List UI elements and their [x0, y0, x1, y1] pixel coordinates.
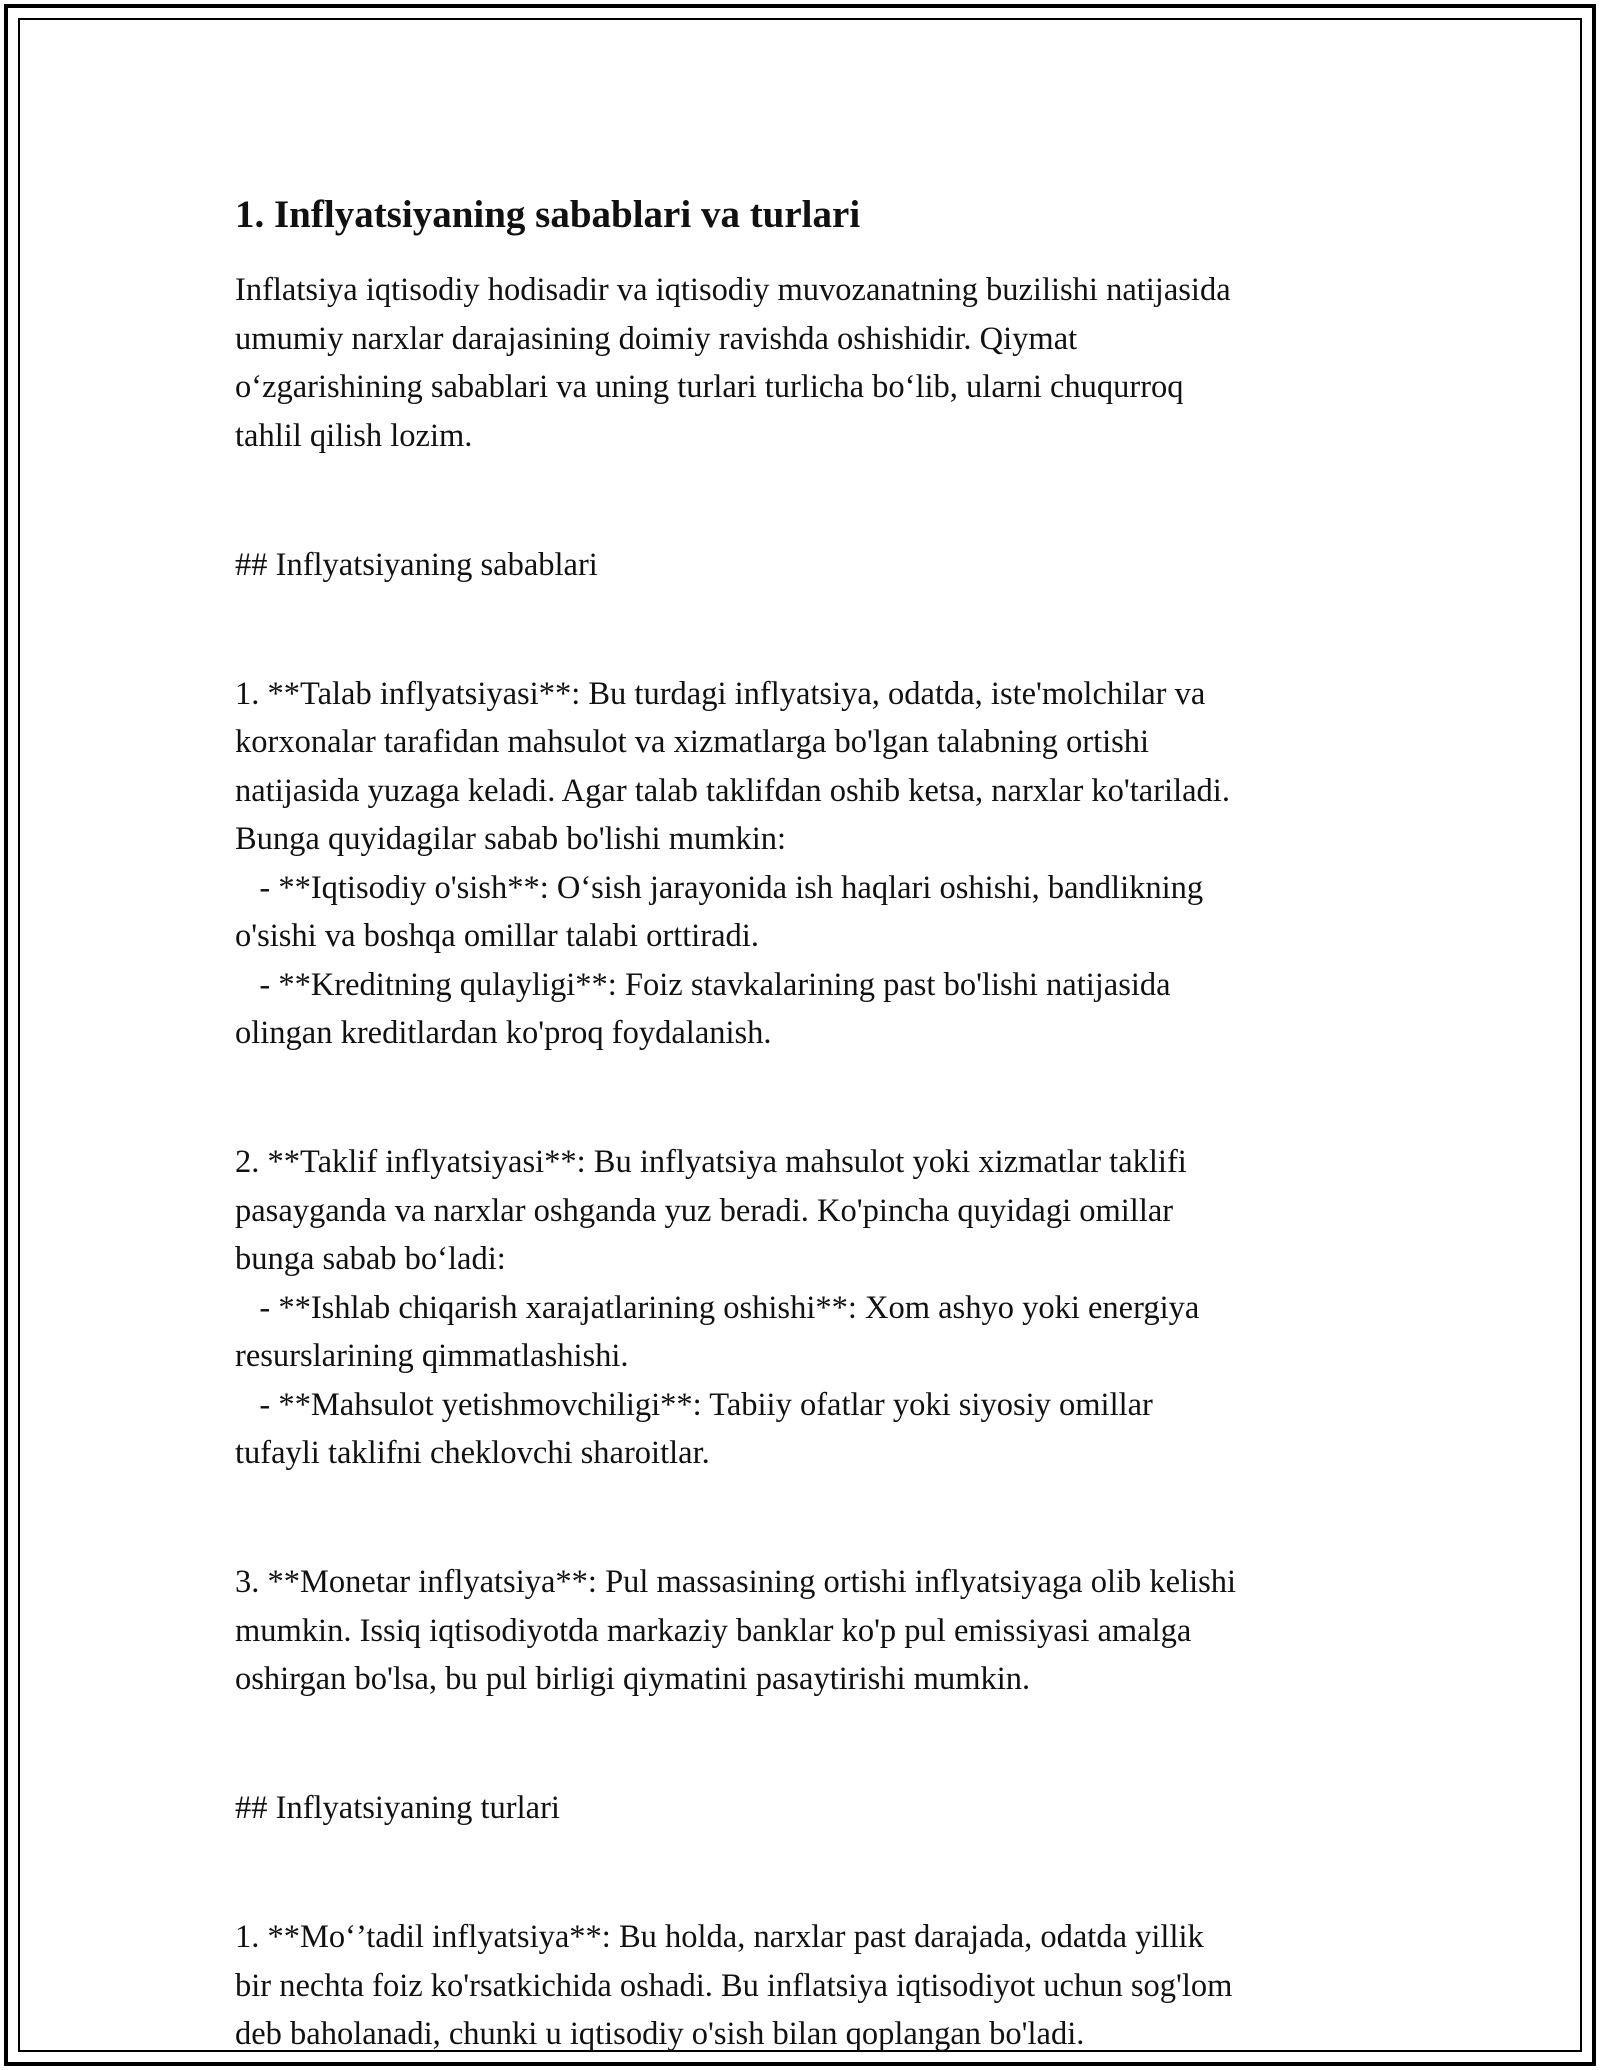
blank-line: [235, 1494, 1375, 1543]
text-line: umumiy narxlar darajasining doimiy ravishda oshishidir. Qiymat: [235, 320, 1078, 357]
text-line: korxonalar tarafidan mahsulot va xizmatlarga bo'lgan talabning ortishi: [235, 724, 1150, 760]
text-line: Inflatsiya iqtisodiy hodisadir va iqtisodiy muvozanatning buzilishi natijasida: [235, 272, 1231, 308]
text-line: - **Iqtisodiy o'sish**: O‘sish jarayonida ish haqlari oshishi, bandlikning: [235, 869, 1204, 906]
text-line: 1. **Mo‘’tadil inflyatsiya**: Bu holda, narxlar past darajada, odatda yillik: [235, 1919, 1204, 1955]
section-heading-line: ## Inflyatsiyaning sabablari: [235, 546, 598, 583]
text-line: - **Ishlab chiqarish xarajatlarining oshishi**: Xom ashyo yoki energiya: [235, 1289, 1200, 1326]
text-line: mumkin. Issiq iqtisodiyotda markaziy banklar ko'p pul emissiyasi amalga: [235, 1612, 1192, 1649]
text-line: resurslarining qimmatlashishi.: [235, 1338, 629, 1374]
blank-line: [235, 1849, 1375, 1898]
text-line: pasayganda va narxlar oshganda yuz beradi. Ko'pincha quyidagi omillar: [235, 1192, 1174, 1229]
text-line: - **Kreditning qulayligi**: Foiz stavkalarining past bo'lishi natijasida: [235, 966, 1171, 1003]
text-line: deb baholanadi, chunki u iqtisodiy o'sish bilan qoplangan bo'ladi.: [235, 2016, 1085, 2052]
blank-line: [235, 1074, 1375, 1123]
text-line: tahlil qilish lozim.: [235, 417, 473, 454]
text-line: - **Mahsulot yetishmovchiligi**: Tabiiy ofatlar yoki siyosiy omillar: [235, 1386, 1153, 1423]
text-line: o'sishi va boshqa omillar talabi orttiradi.: [235, 918, 759, 954]
blank-line: [235, 1720, 1375, 1769]
text-line: natijasida yuzaga keladi. Agar talab taklifdan oshib ketsa, narxlar ko'tariladi.: [235, 772, 1230, 809]
text-line: bunga sabab bo‘ladi:: [235, 1241, 506, 1277]
text-line: olingan kreditlardan ko'proq foydalanish.: [235, 1015, 772, 1051]
text-line: 2. **Taklif inflyatsiyasi**: Bu inflyatsiya mahsulot yoki xizmatlar taklifi: [235, 1144, 1187, 1180]
text-line: 1. **Talab inflyatsiyasi**: Bu turdagi inflyatsiya, odatda, iste'molchilar va: [235, 675, 1206, 712]
text-line: Bunga quyidagilar sabab bo'lishi mumkin:: [235, 821, 787, 857]
section-heading-line: ## Inflyatsiyaning turlari: [235, 1790, 560, 1826]
text-line: oshirgan bo'lsa, bu pul birligi qiymatini pasaytirishi mumkin.: [235, 1661, 1031, 1697]
document-title: 1. Inflyatsiyaning sabablari va turlari: [235, 193, 861, 236]
document-body: [235, 190, 1375, 2059]
text-line: 3. **Monetar inflyatsiya**: Pul massasining ortishi inflyatsiyaga olib kelishi: [235, 1564, 1237, 1600]
blank-line: [235, 476, 1375, 525]
text-line: tufayli taklifni cheklovchi sharoitlar.: [235, 1435, 710, 1471]
document-text: [235, 266, 1375, 2059]
text-line: bir nechta foiz ko'rsatkichida oshadi. Bu inflatsiya iqtisodiyot uchun sog'lom: [235, 1967, 1233, 2004]
text-line: o‘zgarishining sabablari va uning turlari turlicha bo‘lib, ularni chuqurroq: [235, 369, 1184, 405]
blank-line: [235, 605, 1375, 654]
